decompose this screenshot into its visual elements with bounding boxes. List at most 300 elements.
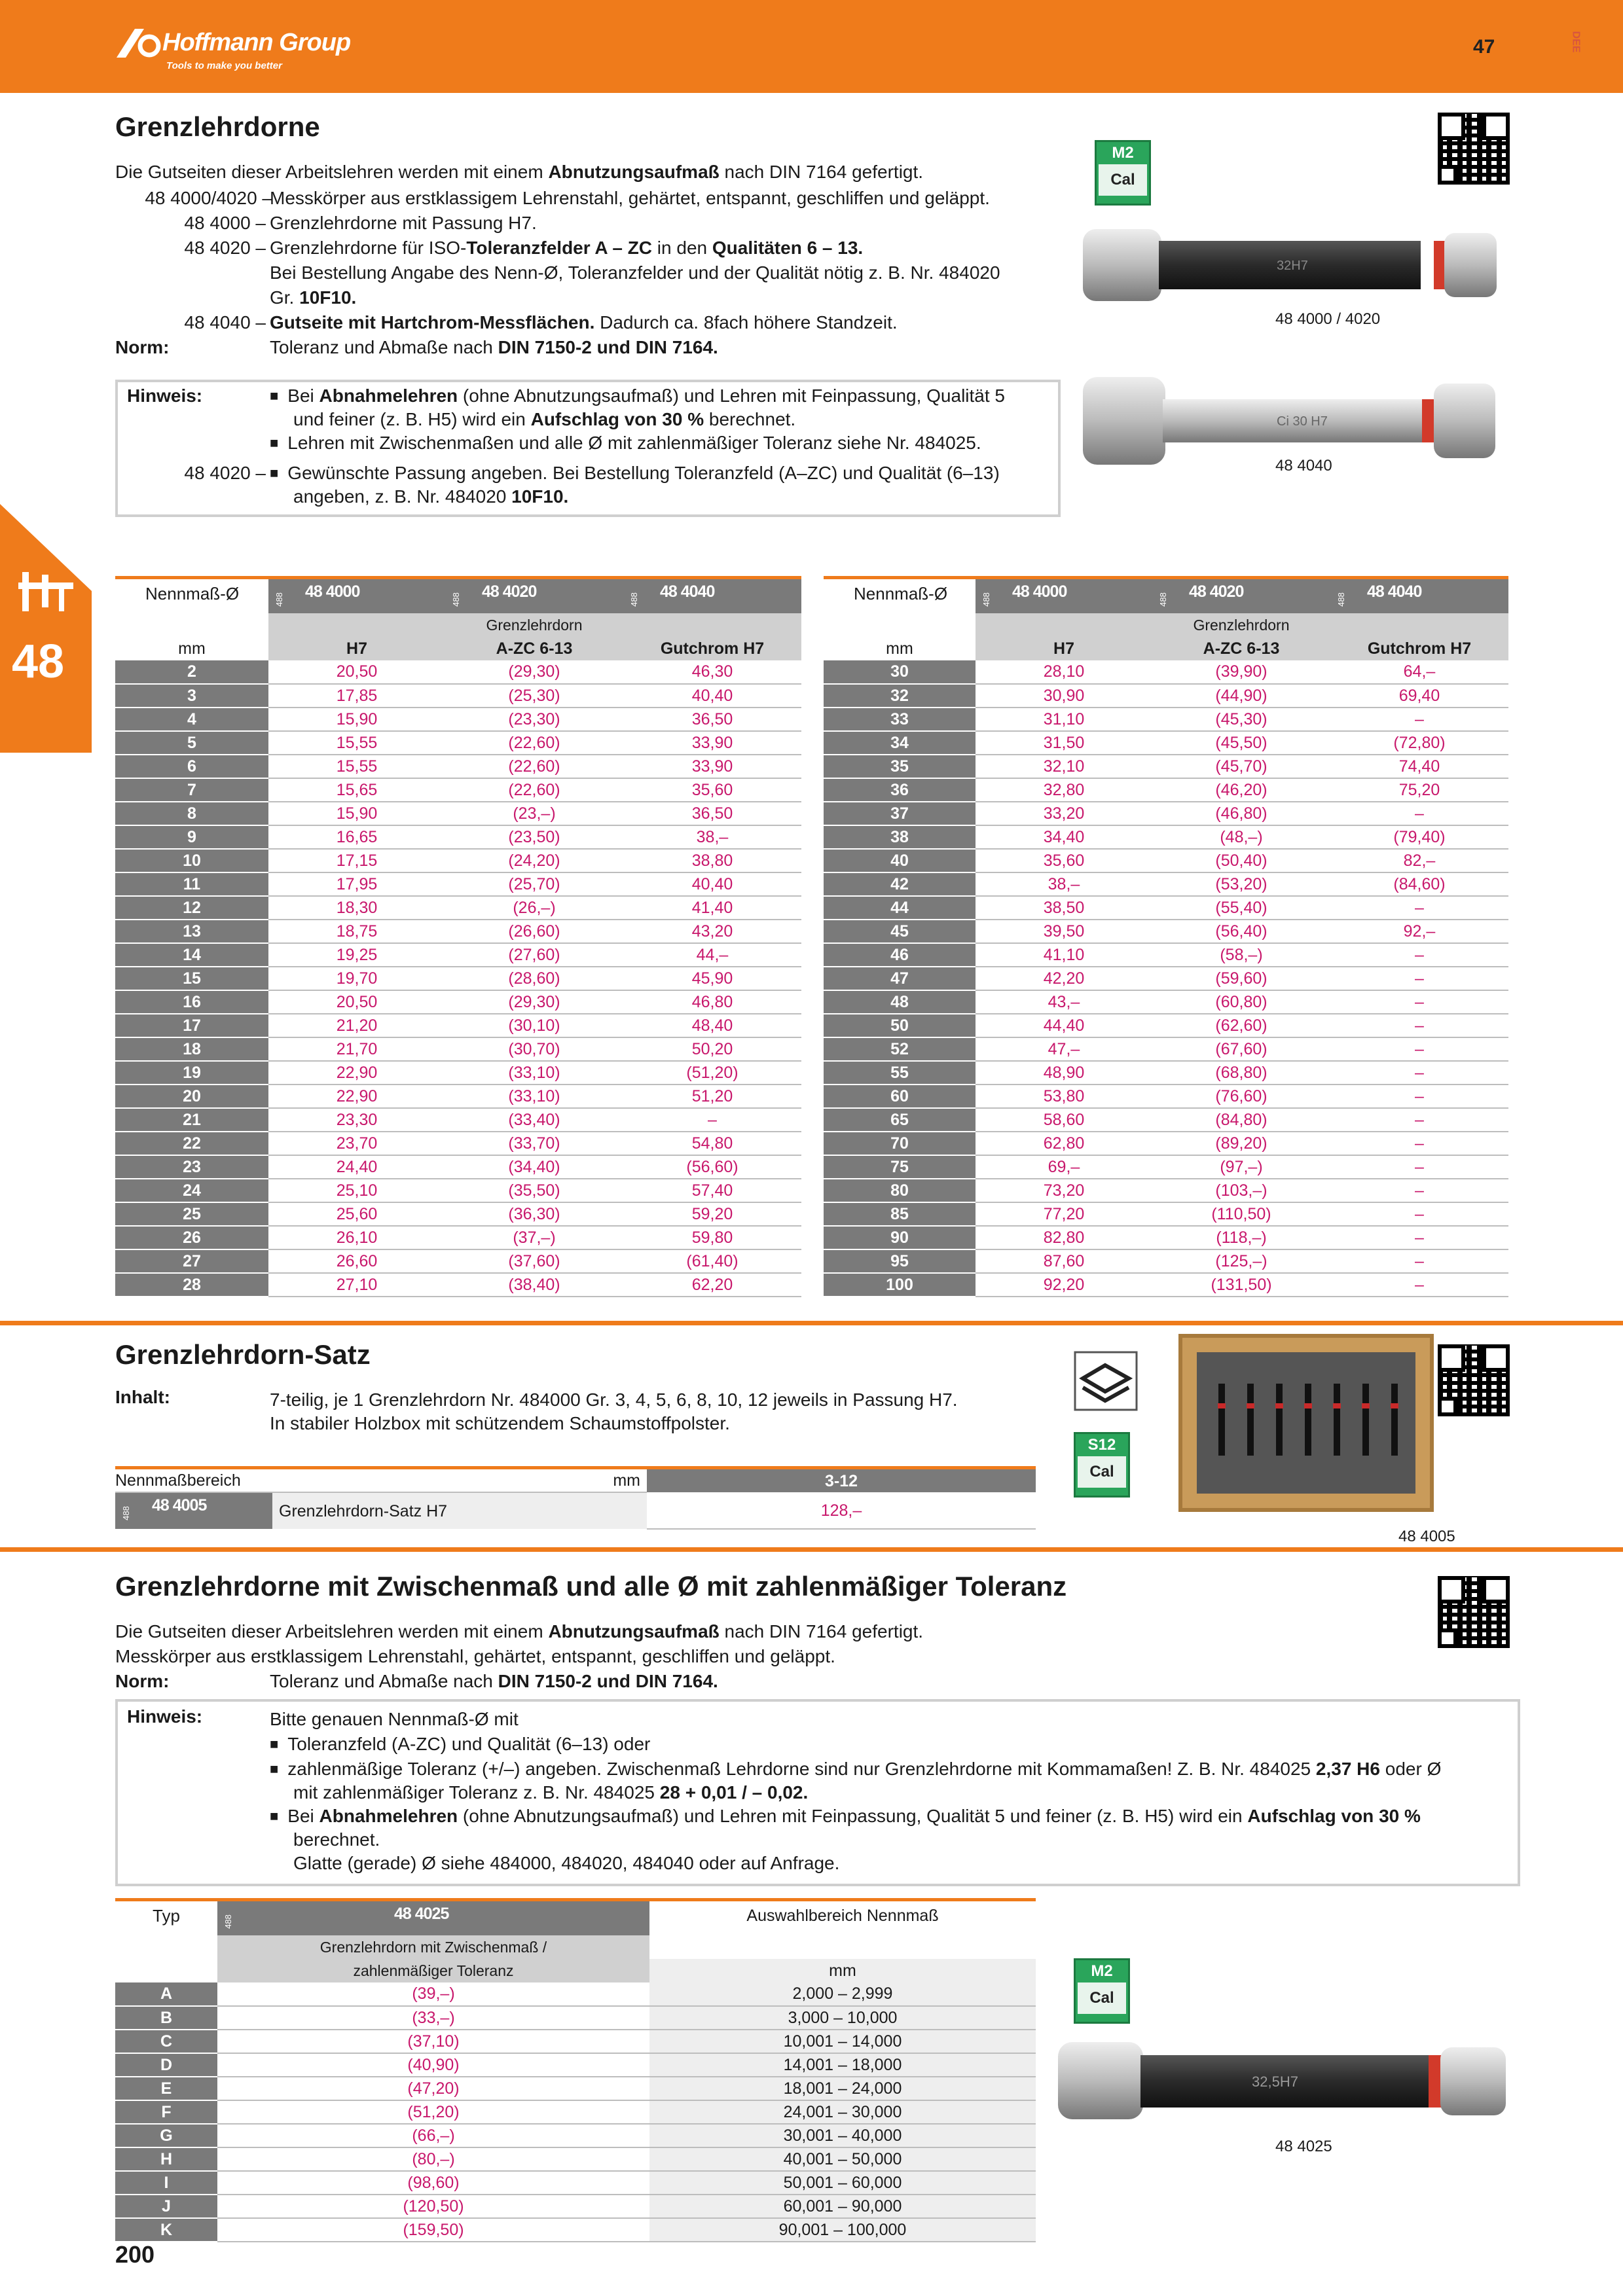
norm-label: Norm:: [115, 337, 170, 357]
cell-value: (67,60): [1152, 1037, 1330, 1061]
cell-value: –: [1330, 1085, 1508, 1108]
cell-value: (56,60): [623, 1155, 801, 1179]
plug-gauge-image: [1080, 223, 1499, 308]
type-table: [115, 1898, 1036, 2242]
col-header-range: Auswahlbereich Nennmaß: [746, 1907, 939, 1925]
table-row: [115, 896, 801, 920]
row-label: K: [115, 2218, 217, 2242]
cell-value: 39,50: [976, 920, 1152, 943]
cell-value: (56,40): [1152, 920, 1330, 943]
row-label: G: [115, 2124, 217, 2147]
cell-value: (51,20): [623, 1061, 801, 1085]
cell-value: (23,30): [445, 708, 623, 731]
table-row: [115, 708, 801, 731]
list-key: 48 4020 –: [184, 463, 266, 483]
article-number: 488 48 4025: [217, 1900, 649, 1935]
cell-value: (33,10): [445, 1061, 623, 1085]
cell-value: (28,60): [445, 967, 623, 990]
cell-value: 69,–: [976, 1155, 1152, 1179]
table-row: [824, 1132, 1508, 1155]
table-row: [824, 1202, 1508, 1226]
table-row: [115, 1179, 801, 1202]
cell-value: 44,40: [976, 1014, 1152, 1037]
table-row: [115, 778, 801, 802]
cell-value: 19,70: [268, 967, 445, 990]
list-text: Bei Bestellung Angabe des Nenn-Ø, Toleranzfelder und der Qualität nötig z. B. Nr. 484020: [270, 262, 1000, 283]
range-header: 3-12: [647, 1468, 1036, 1493]
cell-value: 35,60: [623, 778, 801, 802]
row-label: 28: [115, 1273, 268, 1297]
cell-value: 36,50: [623, 708, 801, 731]
list-key: 48 4000/4020 –: [145, 188, 272, 208]
cell-value: (22,60): [445, 731, 623, 755]
cell-value: 33,90: [623, 731, 801, 755]
cell-value: (30,70): [445, 1037, 623, 1061]
cell-value: (84,80): [1152, 1108, 1330, 1132]
cell-value: 30,001 – 40,000: [649, 2124, 1036, 2147]
hinweis-item: mit zahlenmäßiger Toleranz z. B. Nr. 484025 28 + 0,01 / – 0,02.: [293, 1782, 809, 1803]
unit-label: mm: [886, 639, 913, 658]
row-label: 52: [824, 1037, 976, 1061]
cell-value: (23,–): [445, 802, 623, 825]
cell-value: 69,40: [1330, 684, 1508, 708]
table-row: [824, 1273, 1508, 1297]
table-row: [824, 684, 1508, 708]
cell-value: (50,40): [1152, 849, 1330, 872]
table-row: [824, 778, 1508, 802]
section-title: Grenzlehrdorne: [115, 111, 320, 142]
table-row: [115, 755, 801, 778]
row-label: 12: [115, 896, 268, 920]
col-header: Nennmaßbereich: [115, 1468, 272, 1493]
cell-value: (55,40): [1152, 896, 1330, 920]
cell-value: (48,–): [1152, 825, 1330, 849]
cell-value: –: [1330, 1249, 1508, 1273]
cell-value: –: [1330, 708, 1508, 731]
row-label: 95: [824, 1249, 976, 1273]
row-label: 36: [824, 778, 976, 802]
row-label: 27: [115, 1249, 268, 1273]
table-row: [115, 1061, 801, 1085]
hinweis-item: berechnet.: [293, 1829, 380, 1850]
cell-value: 92,–: [1330, 920, 1508, 943]
table-row: [824, 1179, 1508, 1202]
row-label: 19: [115, 1061, 268, 1085]
row-label: 24: [115, 1179, 268, 1202]
cell-value: 57,40: [623, 1179, 801, 1202]
cell-value: 38,80: [623, 849, 801, 872]
list-text: Grenzlehrdorne mit Passung H7.: [270, 213, 537, 233]
row-label: J: [115, 2195, 217, 2218]
cell-value: 15,90: [268, 708, 445, 731]
qr-code[interactable]: [1438, 113, 1510, 185]
cell-value: (33,10): [445, 1085, 623, 1108]
norm-text: Toleranz und Abmaße nach DIN 7150-2 und DIN 7164.: [270, 1671, 718, 1691]
cell-value: (84,60): [1330, 872, 1508, 896]
calibration-badge: M2 Cal: [1074, 1958, 1130, 2024]
cell-value: –: [1330, 967, 1508, 990]
row-label: 85: [824, 1202, 976, 1226]
table-row: [824, 1085, 1508, 1108]
cell-value: 48,90: [976, 1061, 1152, 1085]
cell-value: –: [1330, 1132, 1508, 1155]
cell-value: –: [1330, 1061, 1508, 1085]
chapter-tab[interactable]: [0, 504, 92, 753]
cell-value: 20,50: [268, 990, 445, 1014]
engraving-text: 32H7: [1277, 259, 1308, 273]
hoffmann-logo[interactable]: [115, 26, 403, 79]
cell-value: 16,65: [268, 825, 445, 849]
table-row: [824, 967, 1508, 990]
cell-value: 64,–: [1330, 660, 1508, 684]
cell-value: 22,90: [268, 1085, 445, 1108]
cell-value: 2,000 – 2,999: [649, 1982, 1036, 2006]
hinweis-item: ■ Gewünschte Passung angeben. Bei Bestellung Toleranzfeld (A–ZC) und Qualität (6–13): [270, 461, 1000, 486]
table-row: [115, 1273, 801, 1297]
cell-value: (45,30): [1152, 708, 1330, 731]
cell-value: (46,20): [1152, 778, 1330, 802]
product-desc: Grenzlehrdorn-Satz H7: [272, 1492, 647, 1529]
hinweis-item: ■ Bei Abnahmelehren (ohne Abnutzungsaufmaß) und Lehren mit Feinpassung, Qualität 5: [270, 384, 1005, 408]
table-row: [115, 2030, 1036, 2053]
table-row: [824, 731, 1508, 755]
table-row: [115, 2006, 1036, 2030]
hinweis-item: angeben, z. B. Nr. 484020 10F10.: [293, 486, 569, 507]
row-label: 8: [115, 802, 268, 825]
calibration-badge: M2 Cal: [1095, 140, 1151, 206]
cell-value: (39,90): [1152, 660, 1330, 684]
row-label: 75: [824, 1155, 976, 1179]
page-number: 200: [115, 2241, 155, 2268]
row-label: 37: [824, 802, 976, 825]
table-row: [115, 684, 801, 708]
cell-value: (33,40): [445, 1108, 623, 1132]
intro-text: Die Gutseiten dieser Arbeitslehren werden mit einem Abnutzungsaufmaß nach DIN 7164 gefertigt.: [115, 162, 924, 182]
cell-value: (47,20): [217, 2077, 649, 2100]
row-label: C: [115, 2030, 217, 2053]
cell-value: 14,001 – 18,000: [649, 2053, 1036, 2077]
plug-gauge-chrome-image: [1080, 376, 1499, 467]
cell-value: 17,15: [268, 849, 445, 872]
table-row: [115, 872, 801, 896]
row-label: 15: [115, 967, 268, 990]
cell-value: (53,20): [1152, 872, 1330, 896]
table-row: [824, 1226, 1508, 1249]
table-row: [115, 943, 801, 967]
cell-value: 32,10: [976, 755, 1152, 778]
cell-value: –: [1330, 802, 1508, 825]
cell-value: 53,80: [976, 1085, 1152, 1108]
cell-value: (25,70): [445, 872, 623, 896]
row-label: 14: [115, 943, 268, 967]
qr-code[interactable]: [1438, 1576, 1510, 1648]
row-label: 3: [115, 684, 268, 708]
cell-value: 50,001 – 60,000: [649, 2171, 1036, 2195]
table-row: [115, 2100, 1036, 2124]
section-divider: [0, 1547, 1623, 1552]
row-label: 11: [115, 872, 268, 896]
sub-header: Grenzlehrdorn: [1152, 613, 1330, 637]
table-row: [824, 990, 1508, 1014]
cell-value: 23,30: [268, 1108, 445, 1132]
table-row: [115, 1085, 801, 1108]
fit-header: H7: [268, 637, 445, 660]
row-label: 21: [115, 1108, 268, 1132]
cell-value: (29,30): [445, 660, 623, 684]
table-row: [115, 825, 801, 849]
cell-value: (45,70): [1152, 755, 1330, 778]
cell-value: 44,–: [623, 943, 801, 967]
cell-value: 15,55: [268, 755, 445, 778]
hinweis-item: Bitte genauen Nennmaß-Ø mit: [270, 1709, 519, 1729]
list-text: Grenzlehrdorne für ISO-Toleranzfelder A – ZC in den Qualitäten 6 – 13.: [270, 238, 864, 258]
cell-value: (68,80): [1152, 1061, 1330, 1085]
table-row: [824, 825, 1508, 849]
sub-header: Grenzlehrdorn: [445, 613, 623, 637]
plug-gauge-image: [1055, 2036, 1514, 2127]
row-label: 35: [824, 755, 976, 778]
cell-value: 15,65: [268, 778, 445, 802]
cell-value: (97,–): [1152, 1155, 1330, 1179]
cell-value: 43,–: [976, 990, 1152, 1014]
cell-value: 58,60: [976, 1108, 1152, 1132]
cell-value: (131,50): [1152, 1273, 1330, 1297]
cell-value: (61,40): [623, 1249, 801, 1273]
cell-value: (44,90): [1152, 684, 1330, 708]
cell-value: 20,50: [268, 660, 445, 684]
row-label: 90: [824, 1226, 976, 1249]
row-label: 44: [824, 896, 976, 920]
table-row: [115, 2053, 1036, 2077]
article-number: 488 48 4005: [115, 1492, 272, 1529]
cell-value: (45,50): [1152, 731, 1330, 755]
cell-value: 51,20: [623, 1085, 801, 1108]
cell-value: –: [1330, 943, 1508, 967]
table-row: [115, 967, 801, 990]
inhalt-text: 7-teilig, je 1 Grenzlehrdorn Nr. 484000 Gr. 3, 4, 5, 6, 8, 10, 12 jeweils in Passung H7.: [270, 1390, 958, 1410]
cell-value: (29,30): [445, 990, 623, 1014]
cell-value: (125,–): [1152, 1249, 1330, 1273]
row-label: 17: [115, 1014, 268, 1037]
cell-value: 35,60: [976, 849, 1152, 872]
row-label: 100: [824, 1273, 976, 1297]
cell-value: 25,10: [268, 1179, 445, 1202]
fit-header: A-ZC 6-13: [445, 637, 623, 660]
row-label: 2: [115, 660, 268, 684]
cell-value: 38,–: [623, 825, 801, 849]
cell-value: (80,–): [217, 2147, 649, 2171]
row-label: 47: [824, 967, 976, 990]
cell-value: 17,85: [268, 684, 445, 708]
cell-value: (40,90): [217, 2053, 649, 2077]
row-label: 45: [824, 920, 976, 943]
table-row: [824, 1108, 1508, 1132]
table-row: [115, 1249, 801, 1273]
cell-value: 33,20: [976, 802, 1152, 825]
fit-header: A-ZC 6-13: [1152, 637, 1330, 660]
table-row: [824, 802, 1508, 825]
cell-value: (66,–): [217, 2124, 649, 2147]
unit-label: mm: [272, 1468, 647, 1493]
cell-value: –: [1330, 1202, 1508, 1226]
table-row: [115, 920, 801, 943]
table-row: [824, 943, 1508, 967]
cell-value: (34,40): [445, 1155, 623, 1179]
row-label: I: [115, 2171, 217, 2195]
table-row: [115, 849, 801, 872]
row-label: E: [115, 2077, 217, 2100]
cell-value: 19,25: [268, 943, 445, 967]
cell-value: (33,–): [217, 2006, 649, 2030]
table-row: [115, 1202, 801, 1226]
row-label: 13: [115, 920, 268, 943]
qr-code[interactable]: [1438, 1344, 1510, 1416]
row-label: 46: [824, 943, 976, 967]
hinweis-label: Hinweis:: [127, 1706, 203, 1727]
cell-value: (59,60): [1152, 967, 1330, 990]
cell-value: (27,60): [445, 943, 623, 967]
row-label: 38: [824, 825, 976, 849]
cell-value: 23,70: [268, 1132, 445, 1155]
cell-value: 31,10: [976, 708, 1152, 731]
cell-value: 27,10: [268, 1273, 445, 1297]
cell-value: 48,40: [623, 1014, 801, 1037]
cell-value: 40,40: [623, 872, 801, 896]
cell-value: (35,50): [445, 1179, 623, 1202]
cell-value: (89,20): [1152, 1132, 1330, 1155]
row-label: 18: [115, 1037, 268, 1061]
cell-value: 82,80: [976, 1226, 1152, 1249]
row-label: B: [115, 2006, 217, 2030]
cell-value: (26,–): [445, 896, 623, 920]
row-label: 32: [824, 684, 976, 708]
cell-value: 10,001 – 14,000: [649, 2030, 1036, 2053]
sub-header: zahlenmäßiger Toleranz: [217, 1959, 649, 1982]
row-label: 42: [824, 872, 976, 896]
cell-value: 26,10: [268, 1226, 445, 1249]
wooden-box-icon: [1074, 1351, 1138, 1411]
table-row: [115, 802, 801, 825]
cell-value: 41,40: [623, 896, 801, 920]
table-row: [115, 2171, 1036, 2195]
cell-value: (62,60): [1152, 1014, 1330, 1037]
cell-value: 87,60: [976, 1249, 1152, 1273]
chapter-number: 48: [12, 636, 65, 688]
cell-value: (58,–): [1152, 943, 1330, 967]
cell-value: 54,80: [623, 1132, 801, 1155]
cell-value: –: [1330, 1155, 1508, 1179]
cell-value: –: [1330, 1273, 1508, 1297]
brand-name: Hoffmann Group: [162, 29, 351, 56]
table-row: [115, 1014, 801, 1037]
table-row: [824, 1249, 1508, 1273]
cell-value: –: [1330, 1014, 1508, 1037]
table-row: [824, 708, 1508, 731]
list-text: Messkörper aus erstklassigem Lehrenstahl, gehärtet, entspannt, geschliffen und geläppt.: [270, 188, 990, 208]
cell-value: 42,20: [976, 967, 1152, 990]
cell-value: 38,–: [976, 872, 1152, 896]
hinweis-item: Glatte (gerade) Ø siehe 484000, 484020, 484040 oder auf Anfrage.: [293, 1853, 840, 1873]
cell-value: (26,60): [445, 920, 623, 943]
intro-text: Die Gutseiten dieser Arbeitslehren werden mit einem Abnutzungsaufmaß nach DIN 7164 gefertigt.: [115, 1621, 924, 1641]
cell-value: 59,20: [623, 1202, 801, 1226]
calibration-badge: S12 Cal: [1074, 1432, 1130, 1498]
cell-value: (37,60): [445, 1249, 623, 1273]
caliper-icon: [16, 569, 76, 615]
table-row: [824, 1037, 1508, 1061]
engraving-text: 32,5H7: [1252, 2073, 1298, 2090]
cell-value: 26,60: [268, 1249, 445, 1273]
image-caption: 48 4025: [1275, 2138, 1332, 2155]
cell-value: 24,001 – 30,000: [649, 2100, 1036, 2124]
row-label: F: [115, 2100, 217, 2124]
cell-value: (22,60): [445, 778, 623, 802]
fit-header: H7: [976, 637, 1152, 660]
row-label: 4: [115, 708, 268, 731]
cell-value: –: [1330, 1226, 1508, 1249]
cell-value: 46,80: [623, 990, 801, 1014]
cell-value: (120,50): [217, 2195, 649, 2218]
image-caption: 48 4005: [1398, 1528, 1455, 1545]
list-key: 48 4000 –: [184, 213, 266, 233]
cell-value: (39,–): [217, 1982, 649, 2006]
price: 128,–: [647, 1492, 1036, 1529]
hinweis-item: ■ Toleranzfeld (A-ZC) und Qualität (6–13) oder: [270, 1732, 650, 1757]
cell-value: 3,000 – 10,000: [649, 2006, 1036, 2030]
cell-value: –: [1330, 1179, 1508, 1202]
article-number: 488 48 4000: [268, 578, 445, 613]
row-label: H: [115, 2147, 217, 2171]
list-key: 48 4040 –: [184, 312, 266, 332]
col-header-nenn: Nennmaß-Ø: [854, 584, 948, 603]
cell-value: –: [1330, 990, 1508, 1014]
hinweis-item: ■ Bei Abnahmelehren (ohne Abnutzungsaufmaß) und Lehren mit Feinpassung, Qualität 5 und feiner (z. B. H5) wird ein Aufschlag von 30 %: [270, 1804, 1421, 1829]
table-row: [115, 731, 801, 755]
cell-value: 38,50: [976, 896, 1152, 920]
table-row: [824, 920, 1508, 943]
hinweis-item: und feiner (z. B. H5) wird ein Aufschlag von 30 % berechnet.: [293, 409, 796, 429]
norm-text: Toleranz und Abmaße nach DIN 7150-2 und DIN 7164.: [270, 337, 718, 357]
sub-header: Grenzlehrdorn mit Zwischenmaß /: [217, 1935, 649, 1959]
row-label: 60: [824, 1085, 976, 1108]
row-label: 5: [115, 731, 268, 755]
gauges-in-box: [1209, 1377, 1405, 1475]
row-label: 40: [824, 849, 976, 872]
table-row: [115, 1155, 801, 1179]
cell-value: 41,10: [976, 943, 1152, 967]
section-divider: [0, 1321, 1623, 1325]
cell-value: 31,50: [976, 731, 1152, 755]
cell-value: 75,20: [1330, 778, 1508, 802]
cell-value: 62,80: [976, 1132, 1152, 1155]
table-row: [115, 2124, 1036, 2147]
article-number: 488 48 4000: [976, 578, 1152, 613]
cell-value: 24,40: [268, 1155, 445, 1179]
cell-value: (159,50): [217, 2218, 649, 2242]
price-table-right: [824, 576, 1508, 1297]
cell-value: 47,–: [976, 1037, 1152, 1061]
cell-value: (23,50): [445, 825, 623, 849]
row-label: 34: [824, 731, 976, 755]
cell-value: 74,40: [1330, 755, 1508, 778]
table-row: [824, 896, 1508, 920]
list-text: Gutseite mit Hartchrom-Messflächen. Dadurch ca. 8fach höhere Standzeit.: [270, 312, 898, 332]
cell-value: 17,95: [268, 872, 445, 896]
fit-header: Gutchrom H7: [623, 637, 801, 660]
table-row: [824, 849, 1508, 872]
cell-value: 21,70: [268, 1037, 445, 1061]
row-label: 26: [115, 1226, 268, 1249]
